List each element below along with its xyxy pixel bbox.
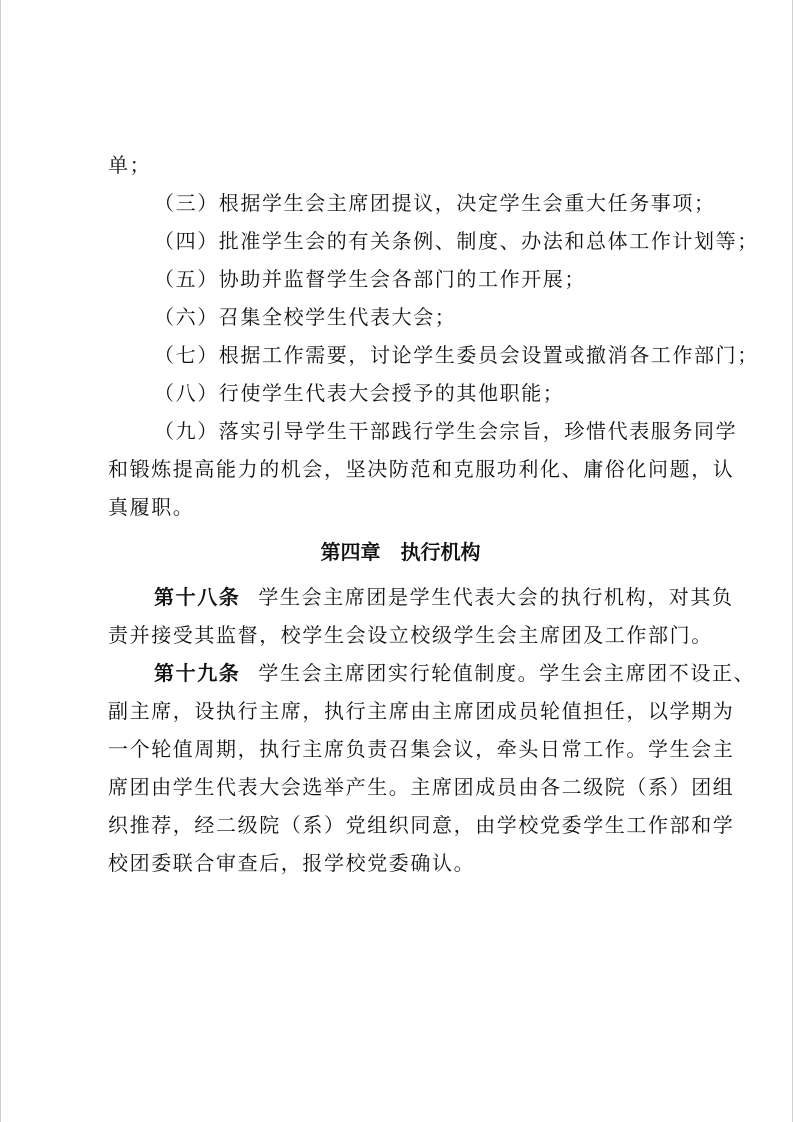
article-19-text-1: 学生会主席团实行轮值制度。学生会主席团不设正、 bbox=[258, 661, 756, 685]
list-item-9-line-3: 真履职。 bbox=[108, 495, 195, 519]
article-18 bbox=[108, 578, 734, 654]
article-19-line-6: 校团委联合审查后，报学校党委确认。 bbox=[108, 851, 476, 875]
article-19-line-2: 副主席，设执行主席，执行主席由主席团成员轮值担任，以学期为 bbox=[108, 699, 735, 723]
chapter-number: 第四章 bbox=[320, 540, 381, 564]
list-item-5: （五）协助并监督学生会各部门的工作开展； bbox=[154, 267, 586, 291]
list-item-4: （四）批准学生会的有关条例、制度、办法和总体工作计划等； bbox=[154, 229, 759, 253]
page-border-left bbox=[0, 0, 1, 1122]
article-18-line-1 bbox=[108, 578, 734, 616]
list-item-7: （七）根据工作需要，讨论学生委员会设置或撤消各工作部门； bbox=[154, 343, 759, 367]
chapter-title: 执行机构 bbox=[400, 540, 481, 564]
article-18-text-1: 学生会主席团是学生代表大会的执行机构，对其负 bbox=[258, 585, 734, 609]
article-19-line-1 bbox=[108, 654, 756, 692]
article-19-line-4: 席团由学生代表大会选举产生。主席团成员由各二级院（系）团组 bbox=[108, 775, 735, 799]
list-item-3: （三）根据学生会主席团提议，决定学生会重大任务事项； bbox=[154, 191, 716, 215]
article-19-line-5: 织推荐，经二级院（系）党组织同意，由学校党委学生工作部和学 bbox=[108, 813, 735, 837]
article-18-line-2: 责并接受其监督，校学生会设立校级学生会主席团及工作部门。 bbox=[108, 623, 713, 647]
list-item-9-line-1: （九）落实引导学生干部践行学生会宗旨，珍惜代表服务同学 bbox=[154, 419, 738, 443]
list-item-8: （八）行使学生代表大会授予的其他职能； bbox=[154, 381, 565, 405]
document-body bbox=[108, 146, 759, 882]
chapter-heading bbox=[108, 526, 693, 578]
article-19-line-3: 一个轮值周期，执行主席负责召集会议，牵头日常工作。学生会主 bbox=[108, 737, 735, 761]
article-19-heading: 第十九条 bbox=[154, 661, 241, 685]
article-19 bbox=[108, 654, 756, 882]
list-item-6: （六）召集全校学生代表大会； bbox=[154, 305, 457, 329]
list-item-9-line-2: 和锻炼提高能力的机会，坚决防范和克服功利化、庸俗化问题，认 bbox=[108, 457, 735, 481]
article-18-heading: 第十八条 bbox=[154, 585, 241, 609]
list-item-9 bbox=[108, 412, 738, 526]
continuation-line: 单； bbox=[108, 153, 152, 177]
